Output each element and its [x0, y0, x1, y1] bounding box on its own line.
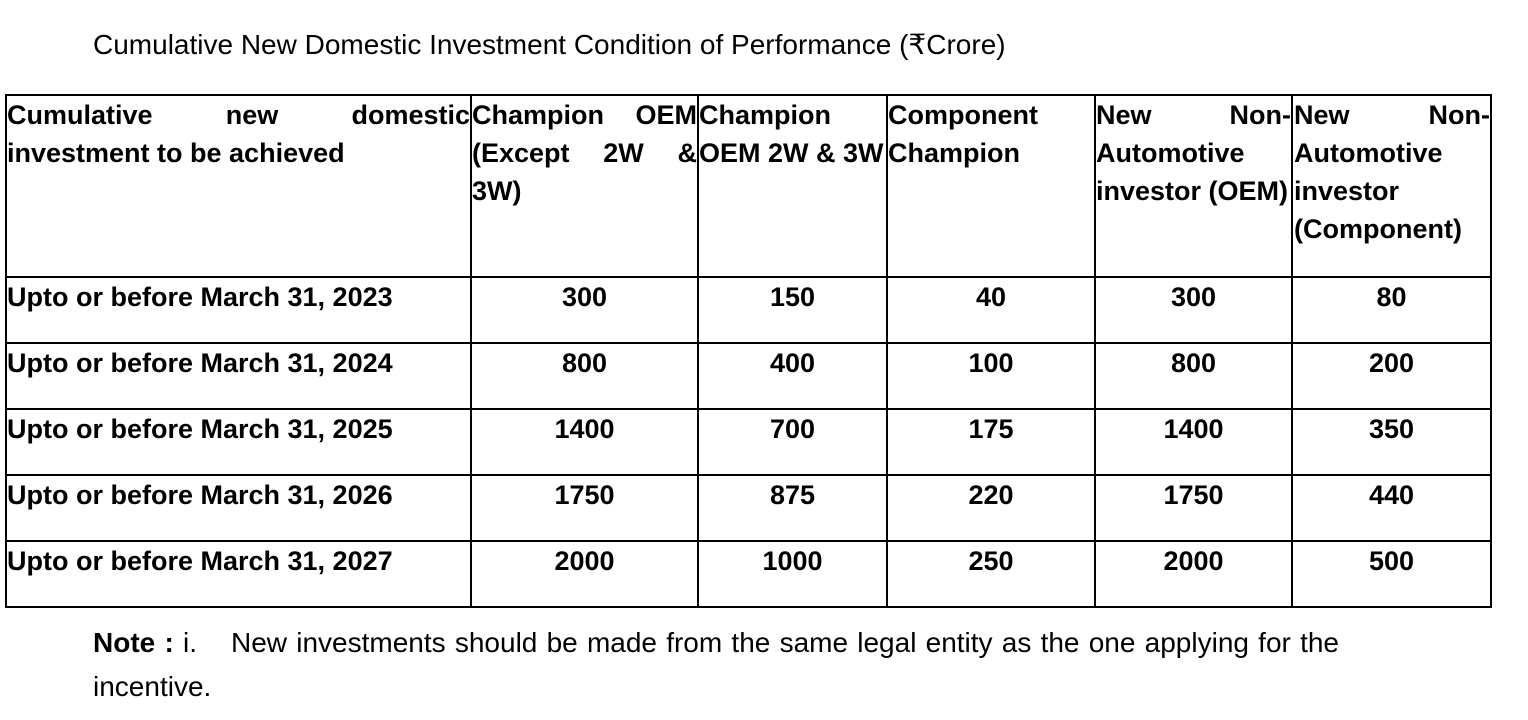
row-label: Upto or before March 31, 2024 [6, 343, 471, 409]
table-cell: 200 [1292, 343, 1491, 409]
table-row [6, 541, 1491, 607]
investment-table [5, 94, 1492, 608]
row-label: Upto or before March 31, 2026 [6, 475, 471, 541]
table-cell: 1400 [471, 409, 698, 475]
table-cell: 1000 [698, 541, 887, 607]
table-cell: 300 [471, 277, 698, 343]
table-cell: 220 [887, 475, 1095, 541]
row-label: Upto or before March 31, 2025 [6, 409, 471, 475]
table-row [6, 475, 1491, 541]
header-cell: New Non-Automotive investor (OEM) [1095, 95, 1292, 277]
row-label: Upto or before March 31, 2023 [6, 277, 471, 343]
table-cell: 800 [471, 343, 698, 409]
table-cell: 175 [887, 409, 1095, 475]
table-cell: 2000 [471, 541, 698, 607]
header-cell: Champion OEM 2W & 3W [698, 95, 887, 277]
table-row [6, 409, 1491, 475]
table-cell: 300 [1095, 277, 1292, 343]
table-cell: 875 [698, 475, 887, 541]
header-cell: Component Champion [887, 95, 1095, 277]
table-cell: 440 [1292, 475, 1491, 541]
header-cell: Champion OEM (Except 2W & 3W) [471, 95, 698, 277]
table-cell: 100 [887, 343, 1095, 409]
table-row [6, 277, 1491, 343]
header-row [6, 95, 1491, 277]
note-number: i. [183, 627, 197, 658]
table-cell: 400 [698, 343, 887, 409]
table-cell: 800 [1095, 343, 1292, 409]
table-cell: 40 [887, 277, 1095, 343]
table-cell: 150 [698, 277, 887, 343]
table-cell: 1750 [1095, 475, 1292, 541]
table-cell: 1750 [471, 475, 698, 541]
table-title: Cumulative New Domestic Investment Condition of Performance (₹Crore) [93, 29, 1006, 60]
table-cell: 700 [698, 409, 887, 475]
table-cell: 350 [1292, 409, 1491, 475]
table-note [93, 621, 1339, 709]
table-cell: 2000 [1095, 541, 1292, 607]
note-text: New investments should be made from the same legal entity as the one applying for the incentive. [93, 627, 1339, 702]
table-cell: 1400 [1095, 409, 1292, 475]
header-cell: Cumulative new domestic investment to be achieved [6, 95, 471, 277]
table-cell: 500 [1292, 541, 1491, 607]
table-row [6, 343, 1491, 409]
header-cell: New Non-Automotive investor (Component) [1292, 95, 1491, 277]
note-lead: Note : [93, 627, 174, 658]
row-label: Upto or before March 31, 2027 [6, 541, 471, 607]
table-cell: 250 [887, 541, 1095, 607]
table-cell: 80 [1292, 277, 1491, 343]
